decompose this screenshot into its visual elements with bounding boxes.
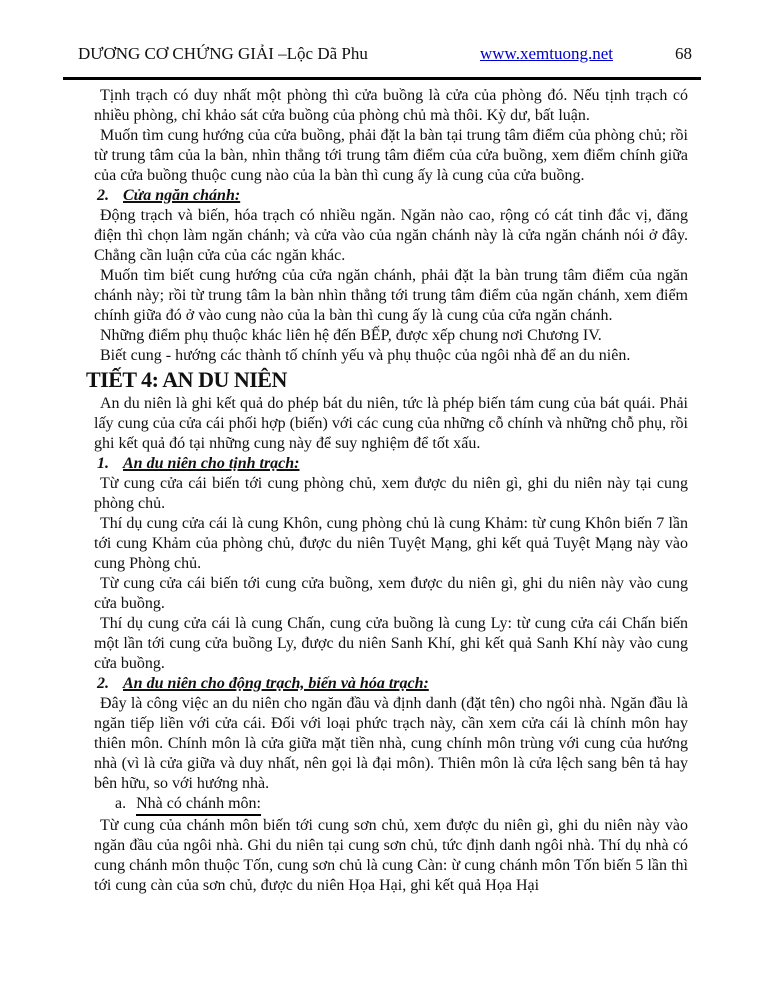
paragraph: An du niên là ghi kết quả do phép bát du niên, tức là phép biến tám cung của bát quái. Phải lấy cung của cửa cái phối hợp (biến) với các cung của những cỗ chính và những chỗ phụ, rồi ghi kết quả đó tại những cung này để suy nghiệm để tốt xấu. [94,395,688,452]
alpha-heading [115,794,688,816]
heading-text: Cửa ngăn chánh: [123,187,241,204]
heading-number: 2. [97,675,109,692]
paragraph: Thí dụ cung cửa cái là cung Chấn, cung cửa buồng là cung Ly: từ cung cửa cái Chấn biến một lần tới cung cửa buồng Ly, được du niên Sanh Khí, ghi kết quả Sanh Khí này vào cung cửa buồng. [94,615,688,672]
header-divider [63,77,701,80]
paragraph: Tịnh trạch có duy nhất một phòng thì cửa buồng là cửa của phòng đó. Nếu tịnh trạch có nhiều phòng, chỉ khảo sát cửa buồng của phòng chủ mà thôi. Kỳ dư, bất luận. [94,87,688,124]
heading-text: Nhà có chánh môn: [136,794,261,816]
page-body [86,86,688,896]
paragraph: Đây là công việc an du niên cho ngăn đầu và định danh (đặt tên) cho ngôi nhà. Ngăn đầu là ngăn tiếp liền với cửa cái. Đối với loại phức trạch này, cần xem cửa cái là chính môn hay thiên môn. Chính môn là cửa giữa mặt tiền nhà, cung chính môn trùng với cung của hướng nhà (vì là cửa giữa và duy nhất, nên gọi là đại môn). Thiên môn là cửa lệch sang bên tả hay bên hữu, so với hướng nhà. [94,695,688,792]
paragraph: Thí dụ cung cửa cái là cung Khôn, cung phòng chủ là cung Khảm: từ cung Khôn biến 7 lần tới cung Khảm của phòng chủ, được du niên Tuyệt Mạng, ghi kết quả Tuyệt Mạng này vào cung Phòng chủ. [94,515,688,572]
numbered-heading [97,454,688,474]
paragraph: Từ cung của chánh môn biến tới cung sơn chủ, xem được du niên gì, ghi du niên này vào ngăn đầu của ngôi nhà. Ghi du niên tại cung sơn chủ, tức định danh ngôi nhà. Thí dụ nhà có cung chánh môn thuộc Tốn, cung sơn chủ là cung Càn: ừ cung chánh môn Tốn biến 5 lần thì tới cung càn của sơn chủ, được du niên Họa Hại, ghi kết quả Họa Hại [94,817,688,894]
paragraph: Muốn tìm biết cung hướng của cửa ngăn chánh, phải đặt la bàn trung tâm điểm của ngăn chánh này; rồi từ trung tâm la bàn nhìn thẳng tới trung tâm điểm của ngăn chánh, xem điểm chính giữa đó ở vào cung nào của la bàn thì cung ấy là cung của cửa ngăn chánh. [94,267,688,324]
numbered-heading [97,186,688,206]
page-number: 68 [675,44,692,63]
numbered-heading [97,674,688,694]
heading-number: 1. [97,455,109,472]
heading-number: a. [115,795,127,812]
heading-text: An du niên cho tịnh trạch: [123,455,300,472]
heading-text: An du niên cho động trạch, biến và hóa trạch: [123,675,429,692]
paragraph: Từ cung cửa cái biến tới cung cửa buồng, xem được du niên gì, ghi du niên này vào cung cửa buồng. [94,575,688,612]
heading-number: 2. [97,187,109,204]
paragraph: Biết cung - hướng các thành tố chính yếu và phụ thuộc của ngôi nhà để an du niên. [100,347,631,364]
section-heading: TIẾT 4: AN DU NIÊN [86,367,287,392]
paragraph: Những điểm phụ thuộc khác liên hệ đến BẾP, được xếp chung nơi Chương IV. [100,327,602,344]
document-title: DƯƠNG CƠ CHỨNG GIẢI –Lộc Dã Phu [78,44,368,63]
paragraph: Muốn tìm cung hướng của cửa buồng, phải đặt la bàn tại trung tâm điểm của phòng chủ; rồi từ trung tâm của la bàn, nhìn thẳng tới trung tâm điểm của cửa buồng, xem điểm chính giữa của cửa buồng thuộc cung nào của la bàn thì cung ấy là cung của cửa buồng. [94,127,688,184]
page-header [78,44,700,64]
paragraph: Động trạch và biến, hóa trạch có nhiều ngăn. Ngăn nào cao, rộng có cát tinh đắc vị, đăng điện thì chọn làm ngăn chánh; và cửa vào của ngăn chánh này là cửa ngăn chánh nói ở đây. Chẳng cần luận cửa của các ngăn khác. [94,207,688,264]
website-link[interactable]: www.xemtuong.net [480,44,613,63]
paragraph: Từ cung cửa cái biến tới cung phòng chủ, xem được du niên gì, ghi du niên này tại cung phòng chủ. [94,475,688,512]
